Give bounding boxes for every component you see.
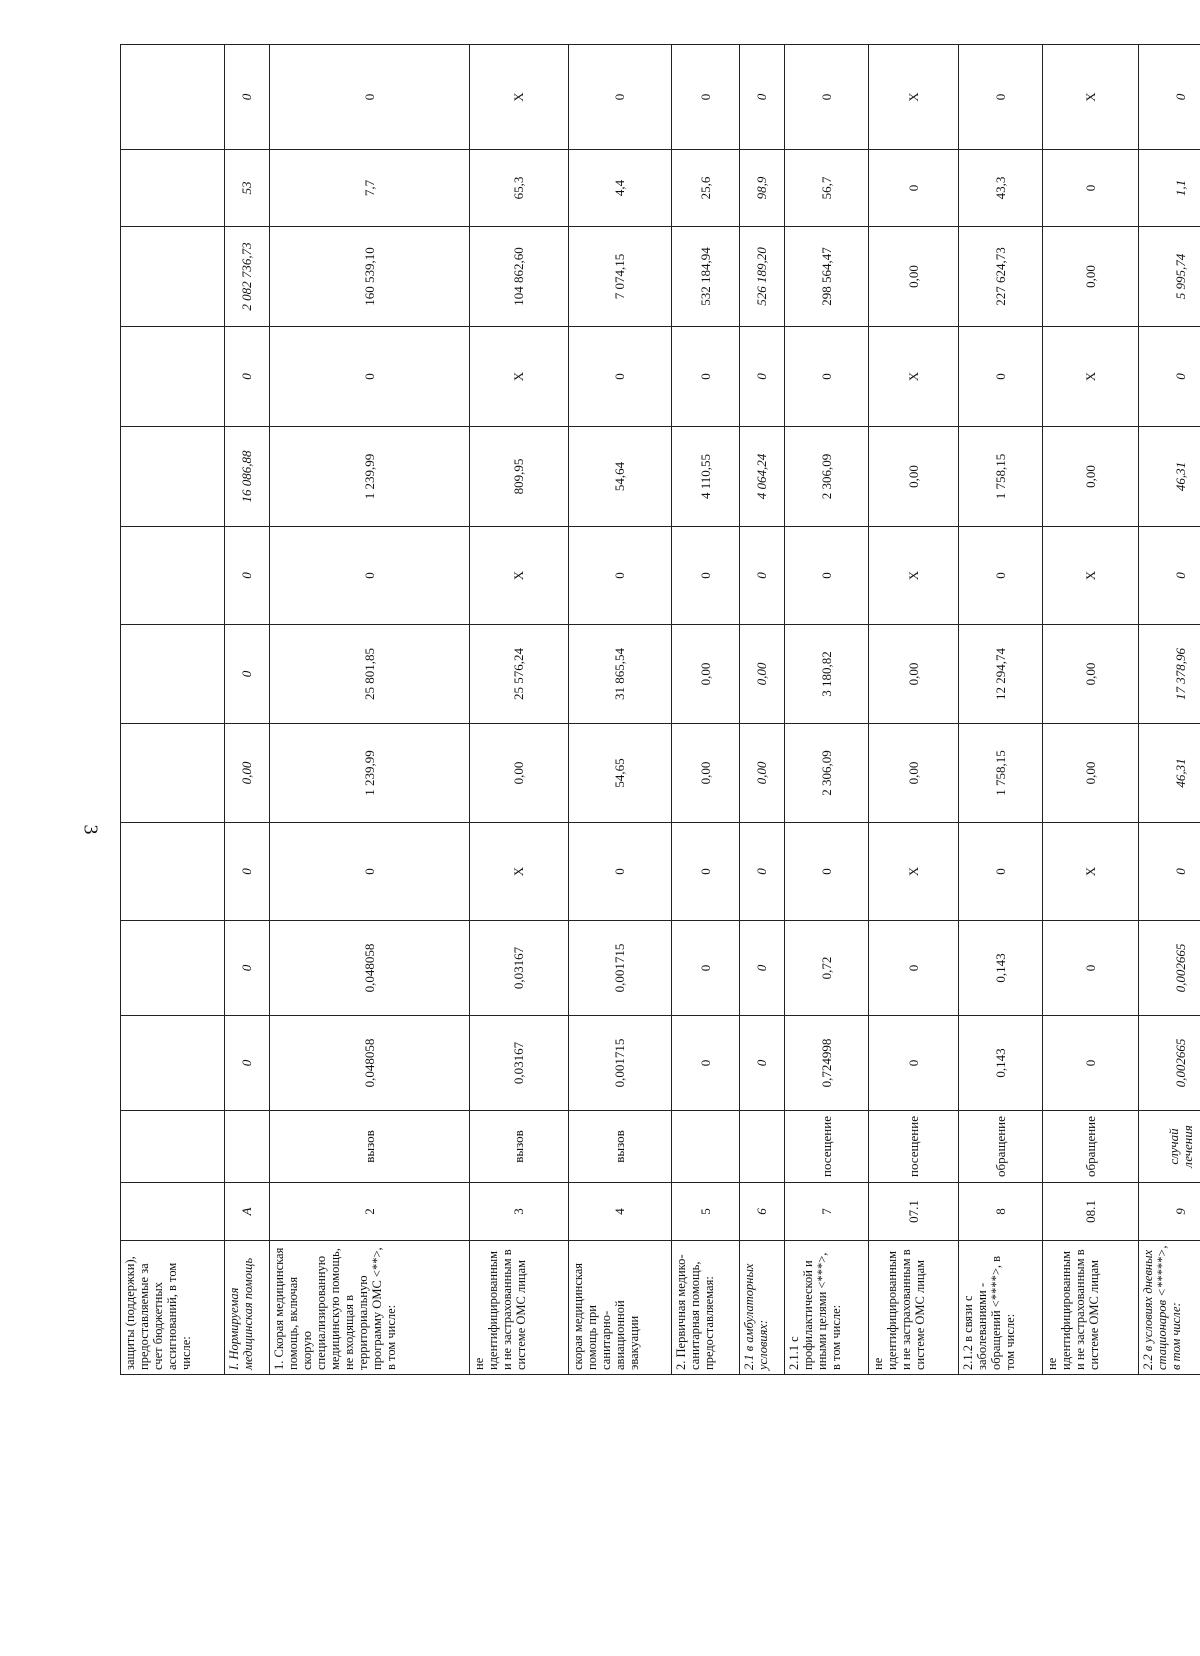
value-cell: 4,4: [569, 150, 672, 227]
table-row: [740, 45, 785, 1375]
value-cell: Х: [1043, 527, 1139, 625]
row-name: не идентифицированным и не застрахованным в системе ОМС лицам: [470, 1241, 569, 1375]
value-cell: 0: [270, 527, 470, 625]
row-name: защиты (поддержки), предоставляемые за счет бюджетных ассигнований, в том числе:: [121, 1241, 225, 1375]
value-cell: 0: [740, 1016, 785, 1111]
row-name: 2.2 в условиях дневных стационаров <*****>, в том числе:: [1138, 1241, 1200, 1375]
value-cell: 98,9: [740, 150, 785, 227]
row-code: 4: [569, 1183, 672, 1241]
value-cell: [121, 227, 225, 327]
value-cell: 54,64: [569, 427, 672, 527]
value-cell: 4 064,24: [740, 427, 785, 527]
unit-cell: посещение: [785, 1111, 869, 1183]
value-cell: Х: [1043, 45, 1139, 150]
row-code: 6: [740, 1183, 785, 1241]
value-cell: 46,31: [1138, 724, 1200, 823]
value-cell: 0,00: [1043, 227, 1139, 327]
table-row: [671, 45, 740, 1375]
value-cell: Х: [869, 327, 959, 427]
value-cell: 0: [225, 1016, 270, 1111]
value-cell: [121, 327, 225, 427]
unit-cell: [740, 1111, 785, 1183]
value-cell: 5 995,74: [1138, 227, 1200, 327]
value-cell: 1,1: [1138, 150, 1200, 227]
row-code: 8: [959, 1183, 1043, 1241]
row-code: 9: [1138, 1183, 1200, 1241]
value-cell: 0: [959, 823, 1043, 921]
value-cell: 0: [569, 527, 672, 625]
value-cell: 0: [569, 45, 672, 150]
value-cell: [121, 823, 225, 921]
value-cell: 0,00: [1043, 625, 1139, 724]
value-cell: 0,002665: [1138, 1016, 1200, 1111]
value-cell: 0,03167: [470, 921, 569, 1016]
row-code: 08.1: [1043, 1183, 1139, 1241]
row-code: 07.1: [869, 1183, 959, 1241]
value-cell: 3 180,82: [785, 625, 869, 724]
row-name: 1. Скорая медицинская помощь, включая скорую специализированную медицинскую помощь, не входящая в территориальную программу ОМС <**>, в том числе:: [270, 1241, 470, 1375]
value-cell: 17 378,96: [1138, 625, 1200, 724]
value-cell: 0: [225, 823, 270, 921]
row-code: 2: [270, 1183, 470, 1241]
row-name: 2. Первичная медико-санитарная помощь, предоставляемая:: [671, 1241, 740, 1375]
table-row: [121, 45, 225, 1375]
table-row: [1138, 45, 1200, 1375]
unit-cell: обращение: [959, 1111, 1043, 1183]
value-cell: 0: [225, 921, 270, 1016]
value-cell: 0: [785, 527, 869, 625]
value-cell: 25 801,85: [270, 625, 470, 724]
value-cell: 0: [1138, 823, 1200, 921]
value-cell: 0: [671, 327, 740, 427]
value-cell: 7 074,15: [569, 227, 672, 327]
table-row: [225, 45, 270, 1375]
value-cell: 0: [785, 45, 869, 150]
row-name: 2.1 в амбулаторных условиях:: [740, 1241, 785, 1375]
row-code: 7: [785, 1183, 869, 1241]
value-cell: 16 086,88: [225, 427, 270, 527]
value-cell: 56,7: [785, 150, 869, 227]
value-cell: Х: [869, 527, 959, 625]
value-cell: 0: [225, 327, 270, 427]
value-cell: 7,7: [270, 150, 470, 227]
value-cell: 2 082 736,73: [225, 227, 270, 327]
value-cell: 0,72: [785, 921, 869, 1016]
value-cell: 0: [569, 327, 672, 427]
row-code: 3: [470, 1183, 569, 1241]
value-cell: 0: [671, 527, 740, 625]
value-cell: 0,03167: [470, 1016, 569, 1111]
value-cell: 0: [270, 45, 470, 150]
value-cell: 0: [1043, 150, 1139, 227]
value-cell: 65,3: [470, 150, 569, 227]
value-cell: 227 624,73: [959, 227, 1043, 327]
value-cell: 12 294,74: [959, 625, 1043, 724]
value-cell: Х: [1043, 823, 1139, 921]
value-cell: 1 239,99: [270, 427, 470, 527]
value-cell: 0: [740, 823, 785, 921]
value-cell: 2 306,09: [785, 724, 869, 823]
value-cell: 0,00: [1043, 427, 1139, 527]
value-cell: 0: [225, 625, 270, 724]
unit-cell: случай лечения: [1138, 1111, 1200, 1183]
value-cell: 0: [1138, 527, 1200, 625]
value-cell: 0,002665: [1138, 921, 1200, 1016]
row-code: [121, 1183, 225, 1241]
value-cell: Х: [869, 823, 959, 921]
value-cell: 0: [1138, 45, 1200, 150]
unit-cell: вызов: [569, 1111, 672, 1183]
value-cell: 0,00: [740, 625, 785, 724]
value-cell: Х: [470, 45, 569, 150]
value-cell: 0: [671, 1016, 740, 1111]
value-cell: 0,00: [225, 724, 270, 823]
value-cell: 0: [785, 327, 869, 427]
value-cell: [121, 45, 225, 150]
value-cell: 46,31: [1138, 427, 1200, 527]
value-cell: 0: [270, 327, 470, 427]
value-cell: 0,048058: [270, 921, 470, 1016]
row-code: 5: [671, 1183, 740, 1241]
value-cell: 298 564,47: [785, 227, 869, 327]
value-cell: 0: [671, 45, 740, 150]
value-cell: 43,3: [959, 150, 1043, 227]
row-name: не идентифицированным и не застрахованным в системе ОМС лицам: [869, 1241, 959, 1375]
value-cell: 0: [569, 823, 672, 921]
rotated-table-container: [120, 45, 1200, 1375]
value-cell: 0: [1043, 921, 1139, 1016]
value-cell: [121, 150, 225, 227]
value-cell: Х: [869, 45, 959, 150]
unit-cell: вызов: [470, 1111, 569, 1183]
value-cell: 0,143: [959, 921, 1043, 1016]
value-cell: 53: [225, 150, 270, 227]
value-cell: 0: [869, 921, 959, 1016]
value-cell: 0,143: [959, 1016, 1043, 1111]
row-name: I. Нормируемая медицинская помощь: [225, 1241, 270, 1375]
value-cell: 2 306,09: [785, 427, 869, 527]
value-cell: 0: [959, 527, 1043, 625]
value-cell: [121, 921, 225, 1016]
budget-table: [120, 44, 1200, 1375]
value-cell: 0,00: [869, 227, 959, 327]
table-row: [869, 45, 959, 1375]
value-cell: 0,00: [470, 724, 569, 823]
value-cell: 0,001715: [569, 921, 672, 1016]
table-row: [785, 45, 869, 1375]
value-cell: 0: [740, 45, 785, 150]
unit-cell: обращение: [1043, 1111, 1139, 1183]
value-cell: Х: [470, 527, 569, 625]
value-cell: 0,00: [869, 625, 959, 724]
table-row: [470, 45, 569, 1375]
value-cell: Х: [1043, 327, 1139, 427]
value-cell: 0: [671, 823, 740, 921]
value-cell: [121, 427, 225, 527]
value-cell: 0,00: [869, 427, 959, 527]
value-cell: 0,00: [671, 724, 740, 823]
value-cell: 0: [740, 527, 785, 625]
value-cell: 0: [225, 45, 270, 150]
value-cell: 0,048058: [270, 1016, 470, 1111]
value-cell: [121, 1016, 225, 1111]
value-cell: 0: [869, 1016, 959, 1111]
value-cell: 1 239,99: [270, 724, 470, 823]
row-name: скорая медицинская помощь при санитарно-авиационной эвакуации: [569, 1241, 672, 1375]
value-cell: [121, 724, 225, 823]
row-name: 2.1.1 с профилактической и иными целями <***>, в том числе:: [785, 1241, 869, 1375]
value-cell: 532 184,94: [671, 227, 740, 327]
value-cell: 1 758,15: [959, 724, 1043, 823]
unit-cell: [671, 1111, 740, 1183]
value-cell: 0: [225, 527, 270, 625]
value-cell: Х: [470, 823, 569, 921]
value-cell: 0,724998: [785, 1016, 869, 1111]
value-cell: 4 110,55: [671, 427, 740, 527]
value-cell: 0,00: [740, 724, 785, 823]
value-cell: 0: [671, 921, 740, 1016]
value-cell: 0: [959, 327, 1043, 427]
unit-cell: посещение: [869, 1111, 959, 1183]
value-cell: 0: [785, 823, 869, 921]
value-cell: 31 865,54: [569, 625, 672, 724]
value-cell: 0: [1043, 1016, 1139, 1111]
value-cell: 0: [1138, 327, 1200, 427]
row-name: не идентифицированным и не застрахованным в системе ОМС лицам: [1043, 1241, 1139, 1375]
unit-cell: [121, 1111, 225, 1183]
value-cell: 809,95: [470, 427, 569, 527]
value-cell: 0,00: [671, 625, 740, 724]
value-cell: 0: [740, 327, 785, 427]
unit-cell: вызов: [270, 1111, 470, 1183]
value-cell: 160 539,10: [270, 227, 470, 327]
value-cell: 1 758,15: [959, 427, 1043, 527]
value-cell: 0: [270, 823, 470, 921]
unit-cell: [225, 1111, 270, 1183]
row-code: А: [225, 1183, 270, 1241]
table-row: [959, 45, 1043, 1375]
value-cell: Х: [470, 327, 569, 427]
value-cell: 0: [959, 45, 1043, 150]
value-cell: 0: [740, 921, 785, 1016]
value-cell: [121, 527, 225, 625]
value-cell: 54,65: [569, 724, 672, 823]
value-cell: 0: [869, 150, 959, 227]
table-row: [270, 45, 470, 1375]
table-row: [1043, 45, 1139, 1375]
value-cell: [121, 625, 225, 724]
value-cell: 25,6: [671, 150, 740, 227]
value-cell: 0,00: [1043, 724, 1139, 823]
row-name: 2.1.2 в связи с заболеваниями - обращений <****>, в том числе:: [959, 1241, 1043, 1375]
table-row: [569, 45, 672, 1375]
value-cell: 526 189,20: [740, 227, 785, 327]
value-cell: 0,00: [869, 724, 959, 823]
value-cell: 25 576,24: [470, 625, 569, 724]
value-cell: 104 862,60: [470, 227, 569, 327]
value-cell: 0,001715: [569, 1016, 672, 1111]
page-number: 3: [79, 824, 102, 835]
